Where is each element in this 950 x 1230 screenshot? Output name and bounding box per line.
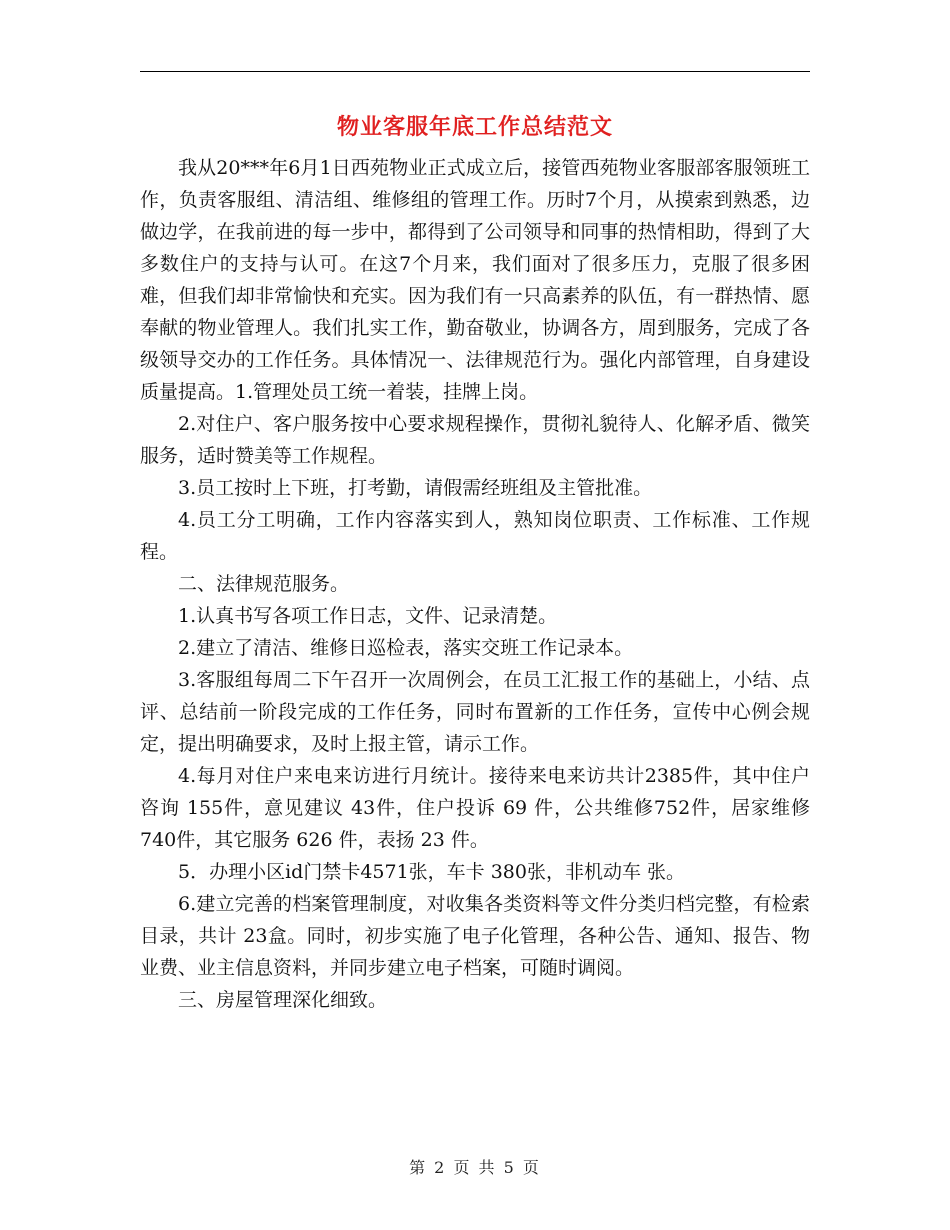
page-number: 第 2 页 共 5 页 <box>409 1158 541 1177</box>
paragraph: 2.对住户、客户服务按中心要求规程操作，贯彻礼貌待人、化解矛盾、微笑服务，适时赞美等工作规程。 <box>140 413 810 467</box>
paragraph: 5．办理小区id门禁卡4571张，车卡 380张，非机动车 张。 <box>178 861 686 883</box>
document-body <box>140 152 810 1016</box>
paragraph: 3.客服组每周二下午召开一次周例会，在员工汇报工作的基础上，小结、点评、总结前一阶段完成的工作任务，同时布置新的工作任务，宣传中心例会规定，提出明确要求，及时上报主管，请示工作。 <box>140 669 810 755</box>
paragraph: 4.员工分工明确，工作内容落实到人，熟知岗位职责、工作标准、工作规程。 <box>140 509 810 563</box>
paragraph: 4.每月对住户来电来访进行月统计。接待来电来访共计2385件，其中住户咨询 155件，意见建议 43件，住户投诉 69 件，公共维修752件，居家维修 740件，其它服务 626 件，表扬 23 件。 <box>140 765 810 851</box>
paragraph: 6.建立完善的档案管理制度，对收集各类资料等文件分类归档完整，有检索目录，共计 23盒。同时，初步实施了电子化管理，各种公告、通知、报告、物业费、业主信息资料，并同步建立电子档案，可随时调阅。 <box>140 893 810 979</box>
paragraph: 1.认真书写各项工作日志，文件、记录清楚。 <box>178 605 558 627</box>
header-rule <box>140 71 810 72</box>
paragraph: 3.员工按时上下班，打考勤，请假需经班组及主管批准。 <box>178 477 653 499</box>
document-title: 物业客服年底工作总结范文 <box>336 114 613 140</box>
section-heading: 二、法律规范服务。 <box>178 573 350 595</box>
paragraph: 我从20***年6月1日西苑物业正式成立后，接管西苑物业客服部客服领班工作，负责客服组、清洁组、维修组的管理工作。历时7个月，从摸索到熟悉，边做边学，在我前进的每一步中，都得到了公司领导和同事的热情相助，得到了大多数住户的支持与认可。在这7个月来，我们面对了很多压力，克服了很多困难，但我们却非常愉快和充实。因为我们有一只高素养的队伍，有一群热情、愿奉献的物业管理人。我们扎实工作，勤奋敬业，协调各方，周到服务，完成了各级领导交办的工作任务。具体情况一、法律规范行为。强化内部管理，自身建设质量提高。1.管理处员工统一着装，挂牌上岗。 <box>140 157 810 403</box>
paragraph: 2.建立了清洁、维修日巡检表，落实交班工作记录本。 <box>178 637 634 659</box>
section-heading: 三、房屋管理深化细致。 <box>178 989 388 1011</box>
